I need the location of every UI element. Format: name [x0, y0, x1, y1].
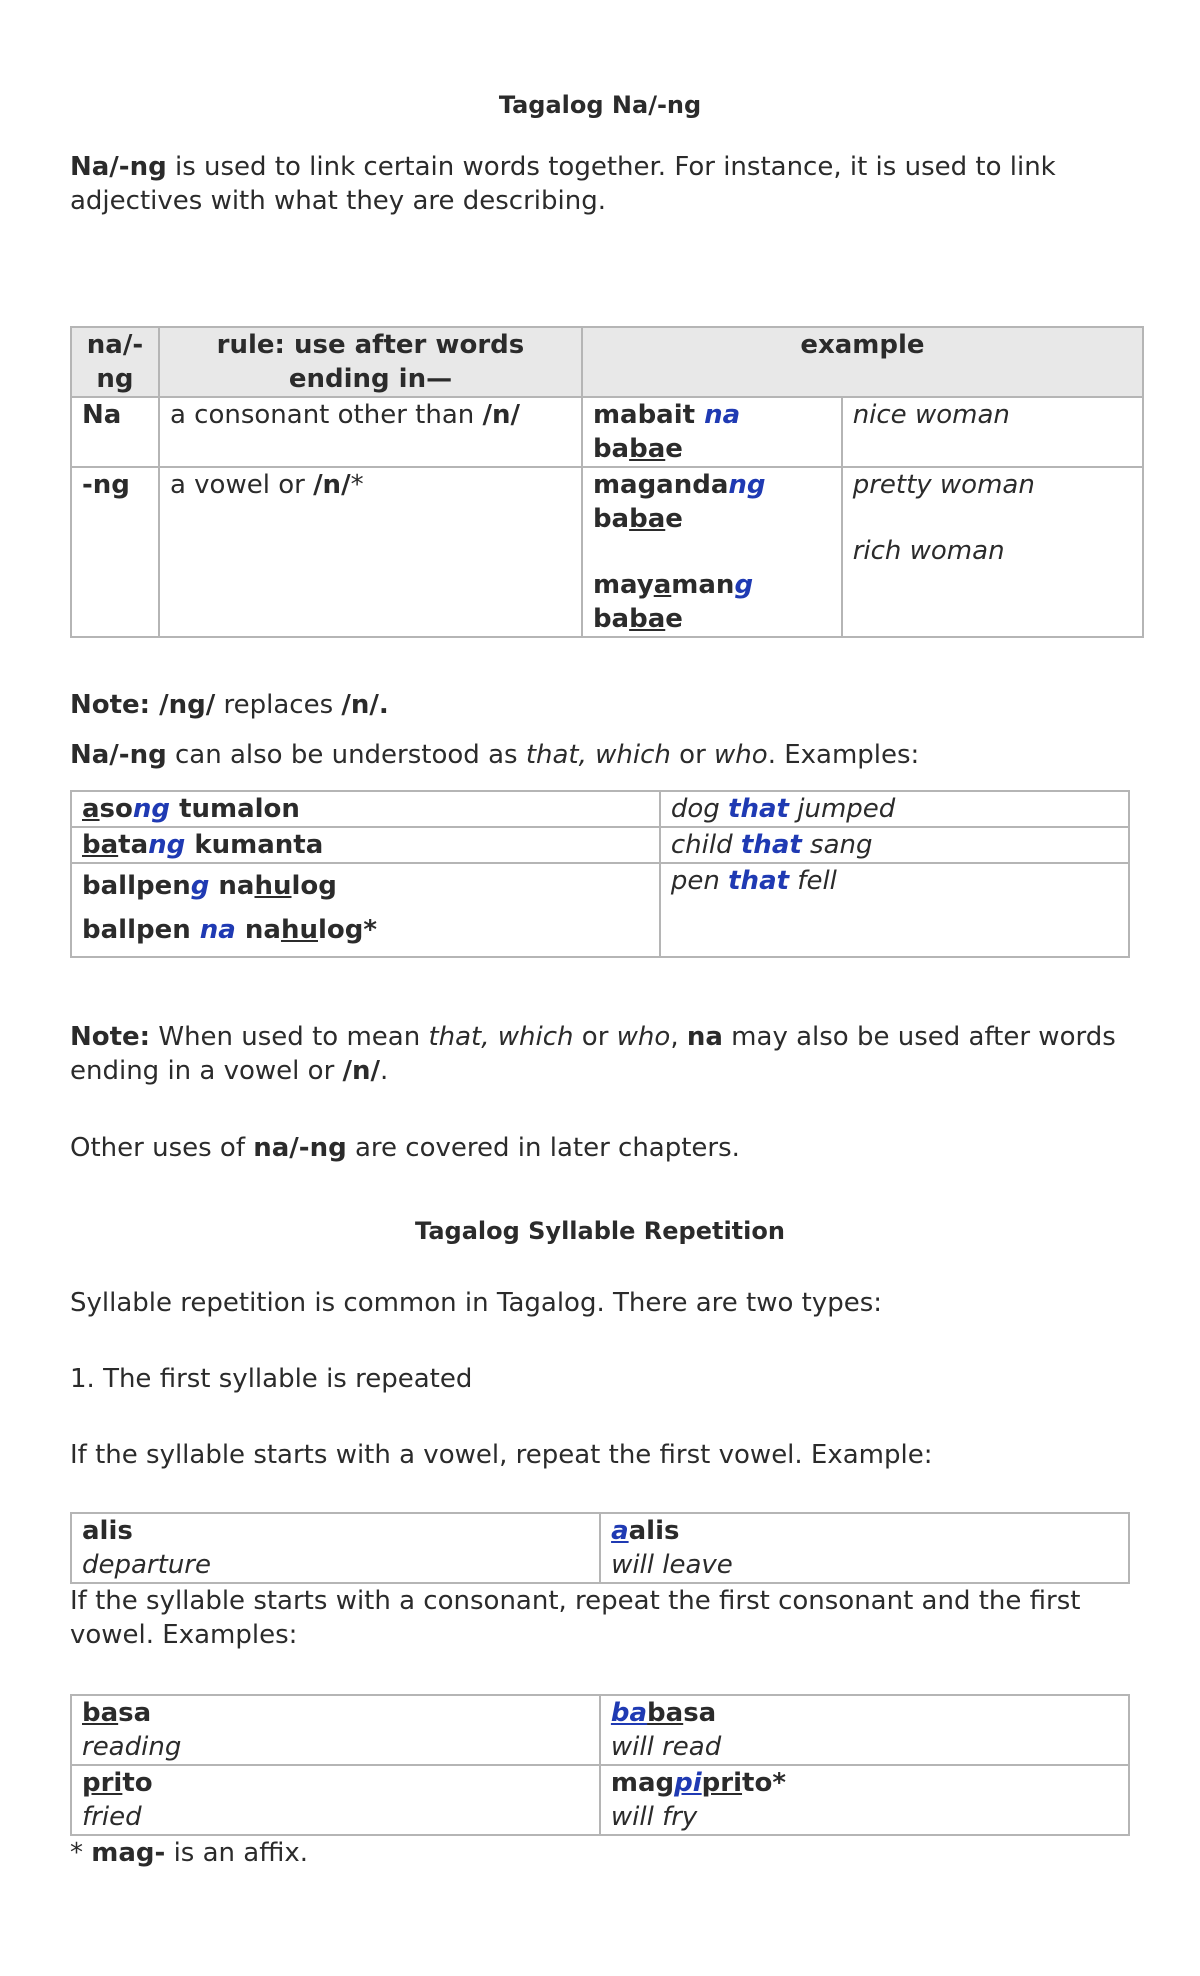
example-part: so: [99, 794, 133, 824]
translation-cell: [660, 827, 1129, 863]
footnote-star: *: [70, 1838, 92, 1868]
stressed-syllable: ba: [82, 1698, 119, 1728]
translation-text: pen: [670, 866, 729, 896]
stressed-syllable: pri: [82, 1768, 123, 1798]
form-cell: Na: [71, 397, 159, 467]
linker-highlight: that: [728, 866, 790, 896]
footnote-text: is an affix.: [165, 1838, 309, 1868]
example-part: na: [235, 915, 281, 945]
example-cell: [600, 1513, 1129, 1583]
translation-text: will read: [610, 1732, 722, 1762]
note-text: may also be used after words ending in a vowel or: [70, 1022, 1116, 1086]
para-italic: who: [714, 740, 768, 770]
example-word: to*: [742, 1768, 786, 1798]
example-word: sa: [118, 1698, 152, 1728]
table-row: [71, 397, 1143, 467]
example-part: na: [209, 871, 255, 901]
example-word: sa: [683, 1698, 717, 1728]
table-row: [71, 1513, 1129, 1583]
translation-text: fell: [789, 866, 837, 896]
translation-text: will leave: [611, 1550, 733, 1580]
note-text: ,: [670, 1022, 687, 1052]
intro-text: is used to link certain words together. For instance, it is used to link adjectives with what they are describing.: [70, 152, 1056, 216]
example-part: ballpen: [82, 871, 191, 901]
repeated-syllable: a: [611, 1516, 629, 1546]
para-text: or: [670, 740, 715, 770]
linker-highlight: ng: [728, 470, 766, 500]
intro-term: Na/-ng: [70, 152, 167, 182]
note-code: /ng/: [159, 690, 216, 720]
translation-text: dog: [670, 794, 729, 824]
translation-text: sang: [801, 830, 873, 860]
example-cell: [71, 1765, 600, 1835]
intro-paragraph: [70, 150, 1130, 218]
note-label: Note:: [70, 1022, 151, 1052]
consonant-repetition-table: [70, 1694, 1130, 1836]
rule-text: a consonant other than: [169, 400, 483, 430]
stressed-syllable: ba: [629, 504, 666, 534]
example-part: log: [291, 871, 337, 901]
note-usage: [70, 1020, 1130, 1088]
header-form: na/-ng: [71, 327, 159, 397]
translation-text: pretty woman: [852, 470, 1035, 500]
example-part: ba: [592, 434, 630, 464]
linker-highlight: na: [199, 915, 236, 945]
example-part: e: [665, 434, 683, 464]
translation-text: departure: [82, 1550, 211, 1580]
stressed-syllable: a: [82, 794, 100, 824]
example-part: log*: [318, 915, 377, 945]
stressed-syllable: ba: [629, 434, 666, 464]
vowel-repetition-table: [70, 1512, 1130, 1584]
para-text: are covered in later chapters.: [346, 1133, 740, 1163]
stressed-syllable: pri: [701, 1768, 743, 1798]
rule-suffix: *: [350, 470, 364, 500]
stressed-syllable: ba: [647, 1698, 684, 1728]
example-part: ba: [592, 604, 630, 634]
rule-cell: [159, 397, 582, 467]
example-cell: [600, 1695, 1129, 1765]
table-row: [71, 863, 1129, 957]
linker-highlight: ng: [132, 794, 171, 824]
linker-highlight: g: [190, 871, 210, 901]
header-rule: rule: use after words ending in—: [159, 327, 582, 397]
para-italic: that, which: [525, 740, 671, 770]
para-text: Other uses of: [70, 1133, 254, 1163]
note-bold: /n/: [342, 1056, 381, 1086]
note-text: .: [380, 1056, 389, 1086]
note-text: When used to mean: [150, 1022, 429, 1052]
translation-text: jumped: [788, 794, 896, 824]
para-text: can also be understood as: [166, 740, 526, 770]
example-cell: [71, 791, 660, 827]
table-row: [71, 467, 1143, 637]
note-text: replaces: [215, 690, 342, 720]
form-cell: -ng: [71, 467, 159, 637]
table-row: [71, 1695, 1129, 1765]
translation-text: fried: [82, 1802, 142, 1832]
repeated-syllable: ba: [610, 1698, 648, 1728]
translation-text: rich woman: [852, 536, 1005, 566]
example-part: kumanta: [185, 830, 324, 860]
table-header-row: [71, 327, 1143, 397]
translation-text: will fry: [610, 1802, 698, 1832]
example-part: maganda: [592, 470, 729, 500]
na-ng-rules-table: [70, 326, 1144, 638]
example-part: ba: [592, 504, 630, 534]
translation-cell: [660, 863, 1129, 957]
example-cell: [582, 397, 842, 467]
linker-highlight: g: [734, 570, 754, 600]
para-term: Na/-ng: [70, 740, 167, 770]
consonant-rule-paragraph: If the syllable starts with a consonant, repeat the first consonant and the first vowel. Examples:: [70, 1586, 1081, 1650]
other-uses-paragraph: [70, 1131, 1130, 1165]
stressed-syllable: ba: [629, 604, 666, 634]
translation-text: reading: [82, 1732, 182, 1762]
rule-cell: [159, 467, 582, 637]
vowel-rule-paragraph: If the syllable starts with a vowel, repeat the first vowel. Example:: [70, 1440, 933, 1470]
section-title-na-ng: Tagalog Na/-ng: [498, 91, 702, 119]
linker-highlight: na: [704, 400, 741, 430]
translation-cell: [660, 791, 1129, 827]
example-part: may: [592, 570, 654, 600]
translation-cell: [842, 467, 1143, 637]
footnote-term: mag-: [91, 1838, 166, 1868]
note-italic: that, which: [428, 1022, 574, 1052]
linker-highlight: that: [740, 830, 802, 860]
rule-text: a vowel or: [169, 470, 314, 500]
rule-code: /n/: [313, 470, 351, 500]
stressed-syllable: ba: [82, 830, 119, 860]
translation-text: nice woman: [852, 400, 1010, 430]
example-cell: [600, 1765, 1129, 1835]
note-replaces: [70, 688, 1130, 722]
section-title-repetition: Tagalog Syllable Repetition: [415, 1217, 785, 1245]
example-part: ta: [118, 830, 149, 860]
repeated-syllable: pi: [674, 1768, 702, 1798]
translation-text: child: [670, 830, 741, 860]
example-word: alis: [82, 1516, 133, 1546]
example-part: e: [665, 604, 683, 634]
example-part: tumalon: [170, 794, 300, 824]
note-bold: na: [686, 1022, 723, 1052]
linker-highlight: ng: [148, 830, 186, 860]
stressed-syllable: a: [653, 570, 672, 600]
table-row: [71, 1765, 1129, 1835]
table-row: [71, 827, 1129, 863]
note-code: /n/.: [341, 690, 389, 720]
example-part: ballpen: [82, 915, 200, 945]
para-text: . Examples:: [767, 740, 920, 770]
stressed-syllable: hu: [280, 915, 318, 945]
example-part: mabait: [592, 400, 705, 430]
example-part: man: [671, 570, 735, 600]
example-word: mag: [610, 1768, 675, 1798]
example-word: to: [122, 1768, 153, 1798]
type-one-heading: 1. The first syllable is repeated: [70, 1364, 473, 1394]
para-bold: na/-ng: [253, 1133, 347, 1163]
example-word: alis: [628, 1516, 680, 1546]
note-italic: who: [616, 1022, 671, 1052]
repetition-intro: Syllable repetition is common in Tagalog. There are two types:: [70, 1288, 883, 1318]
example-cell: [71, 1695, 600, 1765]
note-text: or: [573, 1022, 617, 1052]
that-which-paragraph: [70, 738, 1130, 772]
note-label: Note:: [70, 690, 160, 720]
rule-code: /n/: [482, 400, 521, 430]
example-cell: [71, 827, 660, 863]
example-part: e: [665, 504, 683, 534]
header-example: example: [582, 327, 1143, 397]
relative-examples-table: [70, 790, 1130, 958]
linker-highlight: that: [728, 794, 789, 824]
example-cell: [71, 863, 660, 957]
footnote: [70, 1836, 1130, 1870]
stressed-syllable: hu: [254, 871, 292, 901]
example-cell: [71, 1513, 600, 1583]
table-row: [71, 791, 1129, 827]
translation-cell: [842, 397, 1143, 467]
example-cell: [582, 467, 842, 637]
